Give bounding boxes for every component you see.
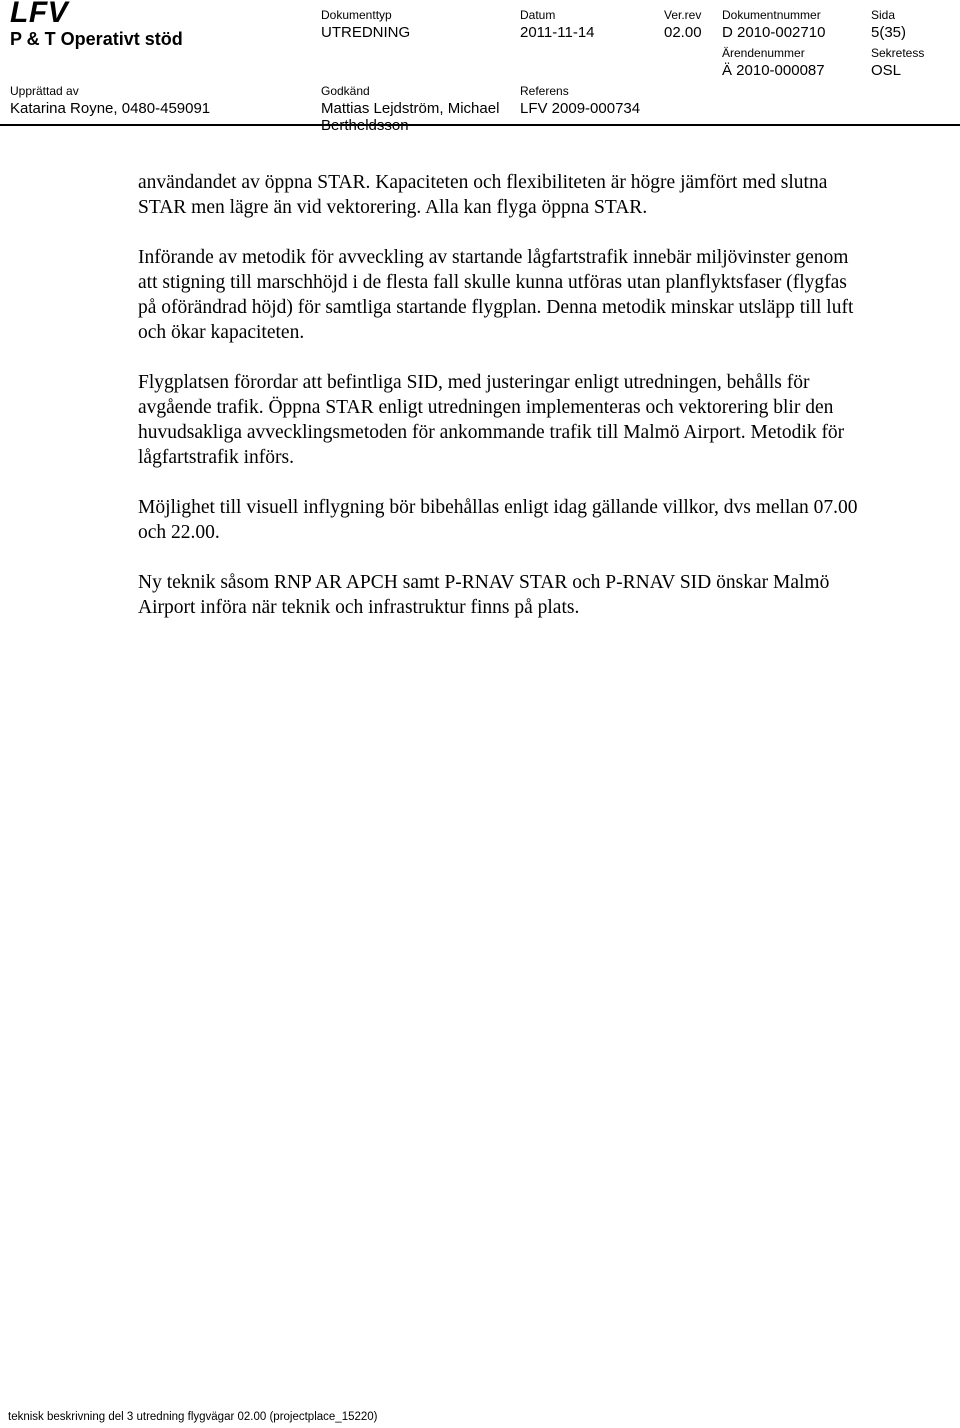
secrecy-value: OSL xyxy=(871,62,902,79)
logo: LFV xyxy=(10,0,69,29)
date-label: Datum xyxy=(520,8,556,22)
document-body xyxy=(138,170,868,645)
secrecy-label: Sekretess xyxy=(871,46,925,60)
paragraph: Införande av metodik för avveckling av startande lågfartstrafik innebär miljövinster genom att stigning till marschhöjd i de flesta fall skulle kunna utföras utan planflyktsfaser (flygfas på oförändrad höjd) för samtliga startande flygplan. Denna metodik minskar utsläpp till luft och ökar kapaciteten. xyxy=(138,247,854,343)
header-divider xyxy=(0,124,960,126)
revision-label: Ver.rev xyxy=(664,8,702,22)
date-value: 2011-11-14 xyxy=(520,24,595,41)
case-number-label: Ärendenummer xyxy=(722,46,805,60)
paragraph: Ny teknik såsom RNP AR APCH samt P-RNAV STAR och P-RNAV SID önskar Malmö Airport införa när teknik och infrastruktur finns på plats. xyxy=(138,572,830,618)
paragraph: användandet av öppna STAR. Kapaciteten och flexibiliteten är högre jämfört med slutna STAR men lägre än vid vektorering. Alla kan flyga öppna STAR. xyxy=(138,172,828,218)
page-value: 5(35) xyxy=(871,24,907,41)
doc-type-label: Dokumenttyp xyxy=(321,8,392,22)
doc-number-value: D 2010-002710 xyxy=(722,24,826,41)
author-label: Upprättad av xyxy=(10,84,79,98)
doc-number-label: Dokumentnummer xyxy=(722,8,821,22)
author-value: Katarina Royne, 0480-459091 xyxy=(10,100,211,117)
revision-value: 02.00 xyxy=(664,24,702,41)
approved-value: Mattias Lejdström, Michael xyxy=(321,100,500,117)
reference-value: LFV 2009-000734 xyxy=(520,100,641,117)
reference-label: Referens xyxy=(520,84,569,98)
page-label: Sida xyxy=(871,8,896,22)
case-number-value: Ä 2010-000087 xyxy=(722,62,825,79)
department-name: P & T Operativt stöd xyxy=(10,29,183,49)
paragraph: Flygplatsen förordar att befintliga SID, med justeringar enligt utredningen, behålls för avgående trafik. Öppna STAR enligt utredningen implementeras och vektorering blir den huvudsakliga avvecklingsmetoden för ankommande trafik till Malmö Airport. Metodik för lågfartstrafik införs. xyxy=(138,372,845,468)
approved-label: Godkänd xyxy=(321,84,370,98)
paragraph: Möjlighet till visuell inflygning bör bibehållas enligt idag gällande villkor, dvs mellan 07.00 och 22.00. xyxy=(138,497,858,543)
doc-type-value: UTREDNING xyxy=(321,24,411,41)
footer-text: teknisk beskrivning del 3 utredning flygvägar 02.00 (projectplace_15220) xyxy=(8,1411,378,1423)
